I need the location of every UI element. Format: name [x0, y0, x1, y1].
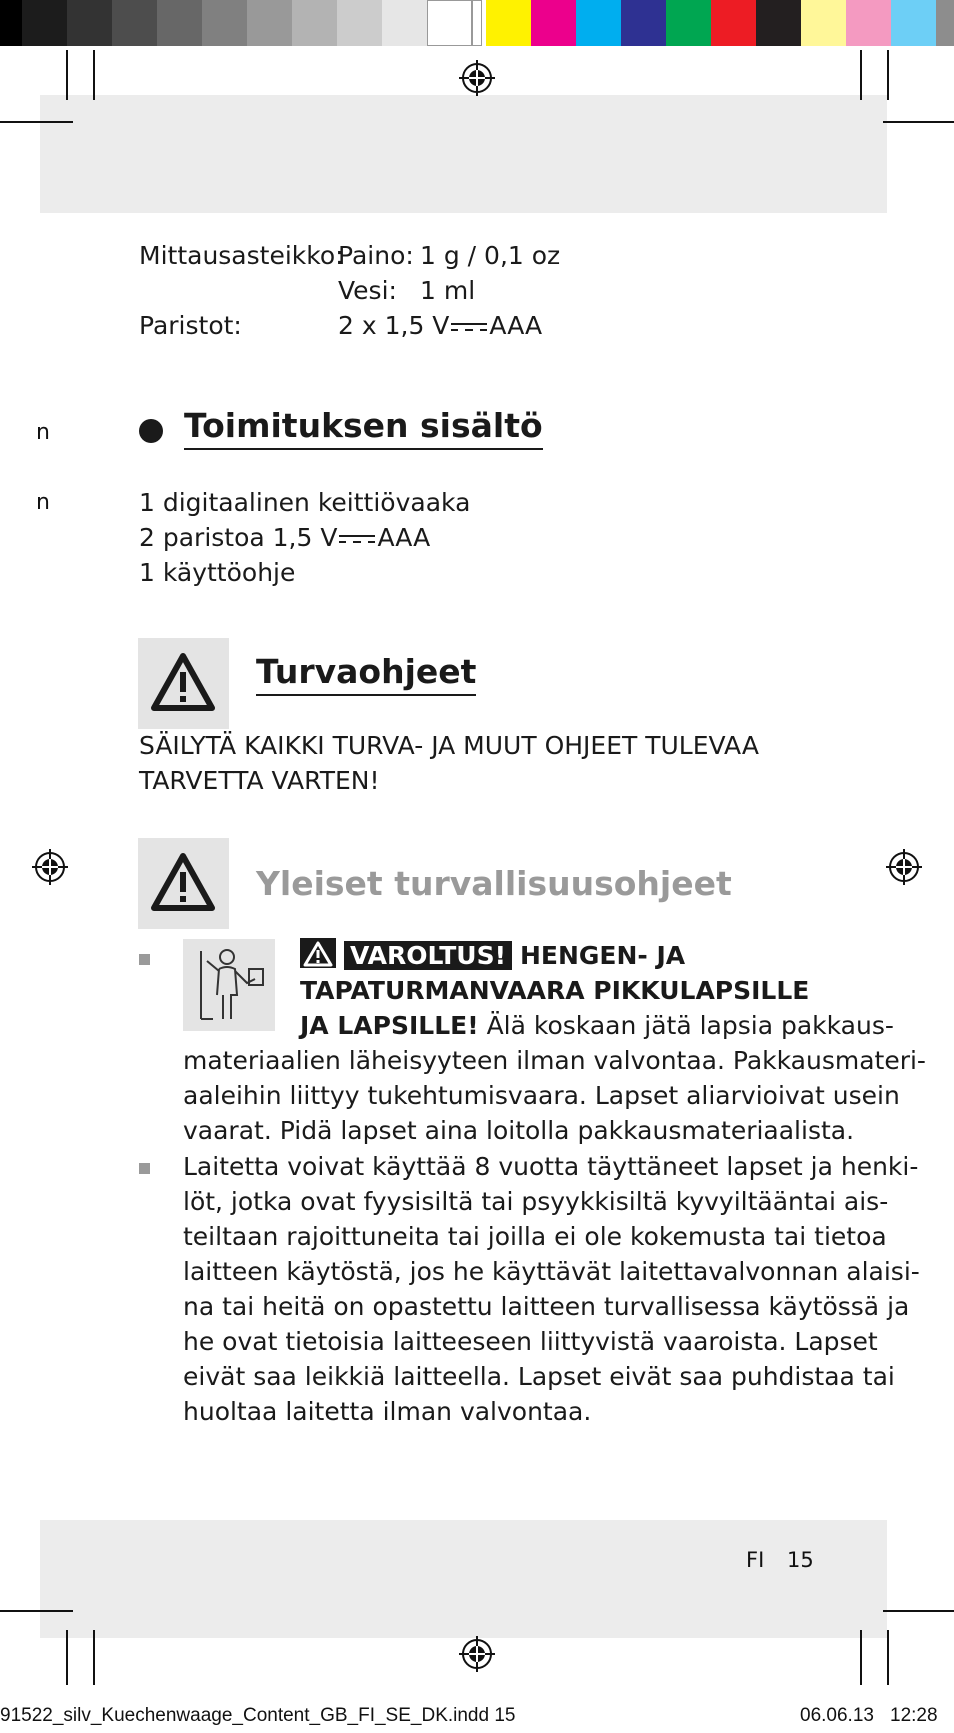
list-item: 1 digitaalinen keittiövaaka — [139, 488, 471, 517]
color-swatch — [202, 0, 247, 46]
crop-mark — [66, 50, 68, 100]
spec-value: 1 g / 0,1 oz — [420, 241, 561, 270]
color-swatch — [576, 0, 621, 46]
color-swatch — [531, 0, 576, 46]
edge-mark: n — [36, 490, 50, 515]
footer-band — [40, 1520, 887, 1638]
spec-value — [338, 308, 542, 343]
safety-notice: TARVETTA VARTEN! — [139, 766, 380, 795]
crop-mark — [860, 50, 862, 100]
spec-value-voltage: 2 x 1,5 V — [338, 311, 450, 340]
section-heading-safety: Turvaohjeet — [256, 652, 476, 696]
color-calibration-bar — [0, 0, 954, 46]
spec-value: 1 ml — [420, 276, 476, 305]
spec-sub: Vesi: — [338, 276, 397, 305]
list-item — [139, 520, 430, 555]
list-item: 1 käyttöohje — [139, 558, 296, 587]
warning-triangle-icon — [300, 938, 336, 968]
crop-mark — [887, 1630, 889, 1685]
list-bullet — [139, 954, 150, 965]
color-swatch — [666, 0, 711, 46]
warning-line: materiaalien läheisyyteen ilman valvontaa. Pakkausmateri- — [183, 1046, 926, 1075]
warning-triangle-icon — [150, 652, 216, 712]
color-swatch — [936, 0, 954, 46]
crop-mark — [93, 50, 95, 100]
spec-value-type: AAA — [489, 311, 543, 340]
color-swatch — [486, 0, 531, 46]
dc-voltage-symbol-icon — [450, 319, 488, 335]
safety-notice: SÄILYTÄ KAIKKI TURVA- JA MUUT OHJEET TULEVAA — [139, 731, 759, 760]
slug-date: 06.06.13 — [800, 1705, 874, 1726]
paragraph-line: na tai heitä on opastettu laitteen turvallisessa käytössä ja — [183, 1292, 910, 1321]
section-heading-general-safety: Yleiset turvallisuusohjeet — [256, 864, 732, 903]
warning-line: TAPATURMANVAARA PIKKULAPSILLE — [300, 976, 810, 1005]
color-swatch — [621, 0, 666, 46]
warning-text: JA LAPSILLE! — [300, 1011, 479, 1040]
registration-mark-icon — [459, 1636, 495, 1672]
spec-label: Mittausasteikko: — [139, 241, 344, 270]
color-swatch — [112, 0, 157, 46]
warning-text: Älä koskaan jätä lapsia pakkaus- — [486, 1011, 894, 1040]
paragraph-line: eivät saa leikkiä laitteella. Lapset eivät saa puhdistaa tai — [183, 1362, 895, 1391]
crop-mark — [883, 121, 954, 123]
edge-mark: n — [36, 420, 50, 445]
color-swatch — [756, 0, 801, 46]
slug-filename: 91522_silv_Kuechenwaage_Content_GB_FI_SE_DK.indd 15 — [0, 1705, 516, 1726]
paragraph-line: he ovat tietoisia laitteeseen liittyvistä vaaroista. Lapset — [183, 1327, 878, 1356]
dc-voltage-symbol-icon — [338, 531, 376, 547]
paragraph-line: Laitetta voivat käyttää 8 vuotta täyttäneet lapset ja henki- — [183, 1152, 919, 1181]
warning-box — [138, 838, 229, 929]
color-swatch — [247, 0, 292, 46]
warning-tag: VAROLTUS! — [344, 941, 512, 970]
list-item-text: 2 paristoa 1,5 V — [139, 523, 338, 552]
paragraph-line: teiltaan rajoittuneita tai joilla ei ole kokemusta tai tietoa — [183, 1222, 887, 1251]
bullet-dot-icon — [138, 418, 164, 444]
crop-mark — [883, 1610, 954, 1612]
color-swatch — [22, 0, 67, 46]
warning-triangle-icon — [150, 852, 216, 912]
registration-mark-icon — [459, 60, 495, 96]
registration-mark-icon — [32, 849, 68, 885]
spec-label: Paristot: — [139, 311, 242, 340]
crop-mark — [93, 1630, 95, 1685]
crop-mark — [66, 1630, 68, 1685]
warning-line: aaleihin liittyy tukehtumisvaara. Lapset aliarvioivat usein — [183, 1081, 900, 1110]
color-swatch — [711, 0, 756, 46]
warning-text: HENGEN- JA — [519, 941, 686, 970]
warning-line — [300, 1008, 894, 1043]
page-language: FI — [746, 1548, 765, 1572]
color-swatch — [0, 0, 22, 46]
child-danger-icon — [183, 939, 275, 1031]
list-item-text: AAA — [377, 523, 431, 552]
section-heading-contents: Toimituksen sisältö — [184, 406, 543, 450]
slug-time: 12:28 — [890, 1705, 938, 1726]
color-swatch — [801, 0, 846, 46]
paragraph-line: huoltaa laitetta ilman valvontaa. — [183, 1397, 592, 1426]
color-swatch — [891, 0, 936, 46]
warning-box — [138, 638, 229, 729]
header-band — [40, 95, 887, 213]
color-swatch — [67, 0, 112, 46]
paragraph-line: löt, jotka ovat fyysisiltä tai psyykkisiltä kyvyiltääntai ais- — [183, 1187, 889, 1216]
color-swatch — [382, 0, 427, 46]
color-swatch — [427, 0, 472, 46]
paragraph-line: laitteen käytöstä, jos he käyttävät laitettavalvonnan alaisi- — [183, 1257, 920, 1286]
color-swatch — [157, 0, 202, 46]
color-swatch — [292, 0, 337, 46]
warning-line: vaarat. Pidä lapset aina loitolla pakkausmateriaalista. — [183, 1116, 855, 1145]
crop-mark — [860, 1630, 862, 1685]
crop-mark — [0, 1610, 73, 1612]
color-swatch — [337, 0, 382, 46]
list-bullet — [139, 1163, 150, 1174]
crop-mark — [0, 121, 73, 123]
color-swatch — [472, 0, 482, 46]
color-swatch — [846, 0, 891, 46]
spec-sub: Paino: — [338, 241, 414, 270]
warning-line — [300, 938, 685, 973]
crop-mark — [887, 50, 889, 100]
page-number: 15 — [787, 1548, 814, 1572]
registration-mark-icon — [886, 849, 922, 885]
